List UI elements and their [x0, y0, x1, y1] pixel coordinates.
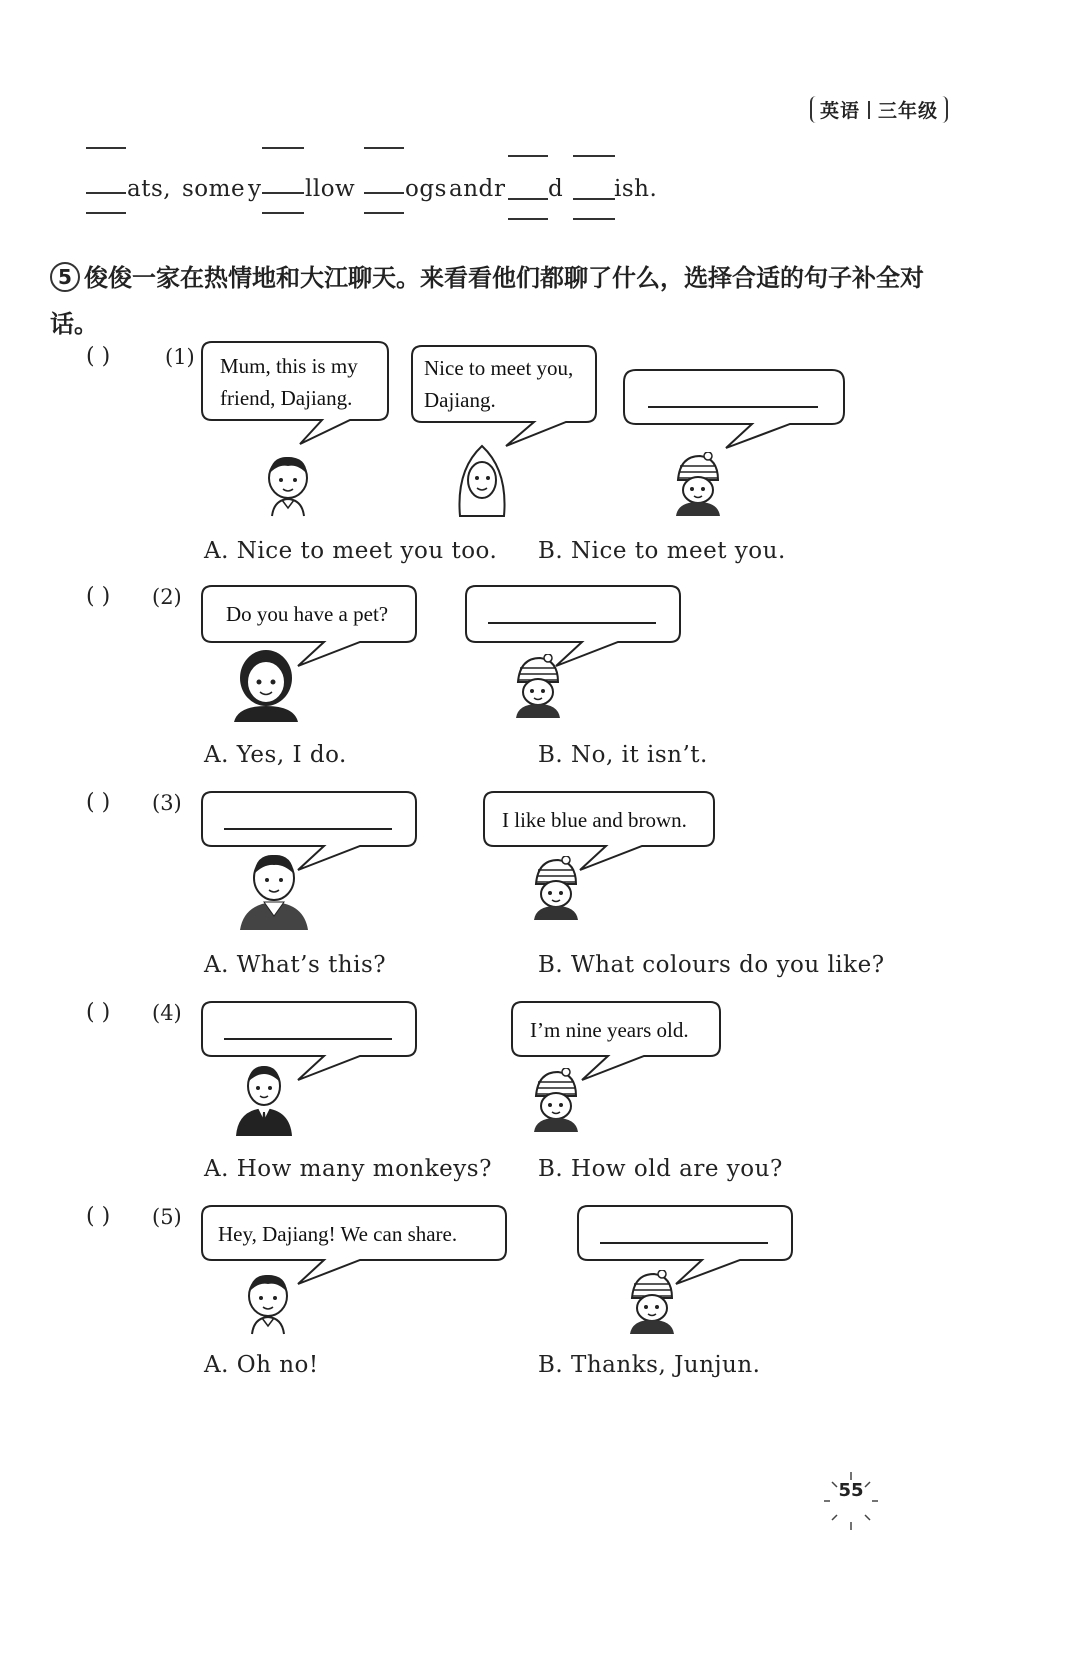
- answer-paren-3[interactable]: ( ): [86, 790, 111, 815]
- answer-blank-2: [488, 622, 656, 624]
- dajiang-character-icon: [510, 654, 566, 720]
- word-ogs: ogs: [405, 176, 447, 202]
- option-4b[interactable]: B. How old are you?: [538, 1156, 783, 1182]
- word-and: and: [449, 176, 494, 202]
- speech-bubble-3a: [200, 790, 424, 880]
- answer-blank-1: [648, 406, 818, 408]
- question-number: 5: [50, 262, 80, 292]
- bubble-1a-text: Mum, this is my friend, Dajiang.: [220, 354, 358, 410]
- grade-label: 三年级: [878, 100, 939, 122]
- answer-blank-5: [600, 1242, 768, 1244]
- option-5b[interactable]: B. Thanks, Junjun.: [538, 1352, 761, 1378]
- word-llow: llow: [305, 176, 356, 202]
- dajiang-character-icon: [528, 856, 584, 922]
- mum-character-icon: [228, 644, 304, 724]
- boy-character-icon: [240, 1270, 296, 1336]
- option-1b[interactable]: B. Nice to meet you.: [538, 538, 786, 564]
- dajiang-character-icon: [670, 452, 726, 518]
- item-number-5: (5): [152, 1205, 182, 1229]
- word-ats: ats,: [127, 176, 172, 202]
- page-number: 55: [838, 1480, 864, 1501]
- answer-paren-1[interactable]: ( ): [86, 344, 111, 369]
- option-3b[interactable]: B. What colours do you like?: [538, 952, 885, 978]
- subject-grade-tag: [810, 96, 948, 123]
- question-instruction: [50, 255, 950, 347]
- instruction-text: 俊俊一家在热情地和大江聊天。来看看他们都聊了什么，选择合适的句子补全对话。: [50, 264, 924, 338]
- word-d: d: [548, 176, 564, 202]
- dajiang-character-icon: [528, 1068, 584, 1134]
- item-number-4: (4): [152, 1001, 182, 1025]
- dajiang-character-icon: [624, 1270, 680, 1336]
- option-3a[interactable]: A. What’s this?: [204, 952, 387, 978]
- speech-bubble-1c: [622, 368, 852, 458]
- answer-blank-4: [224, 1038, 392, 1040]
- item-number-2: (2): [152, 585, 182, 609]
- boy-character-icon: [260, 452, 316, 518]
- answer-paren-5[interactable]: ( ): [86, 1204, 111, 1229]
- word-ish: ish.: [614, 176, 658, 202]
- mum-character-icon: [450, 440, 514, 520]
- option-5a[interactable]: A. Oh no!: [204, 1352, 319, 1378]
- option-1a[interactable]: A. Nice to meet you too.: [204, 538, 498, 564]
- answer-blank-3: [224, 828, 392, 830]
- item-number-3: (3): [152, 791, 182, 815]
- item-number-1: (1): [165, 345, 195, 369]
- word-some: some: [182, 176, 246, 202]
- subject-label: 英语: [820, 100, 861, 122]
- bubble-1b-text: Nice to meet you, Dajiang.: [424, 356, 574, 412]
- option-2a[interactable]: A. Yes, I do.: [204, 742, 347, 768]
- bubble-3b-text: I like blue and brown.: [502, 808, 687, 832]
- bubble-2a-text: Do you have a pet?: [226, 602, 389, 626]
- speech-bubble-2b: [464, 584, 688, 674]
- answer-paren-4[interactable]: ( ): [86, 1000, 111, 1025]
- word-y: y: [248, 176, 262, 202]
- option-4a[interactable]: A. How many monkeys?: [204, 1156, 492, 1182]
- dad-character-icon: [236, 850, 312, 932]
- word-r: r: [494, 176, 506, 202]
- answer-paren-2[interactable]: ( ): [86, 584, 111, 609]
- bubble-5a-text: Hey, Dajiang! We can share.: [218, 1222, 458, 1246]
- grandpa-character-icon: [234, 1062, 294, 1138]
- bubble-4b-text: I’m nine years old.: [530, 1018, 689, 1042]
- option-2b[interactable]: B. No, it isn’t.: [538, 742, 708, 768]
- speech-bubble-5b: [576, 1204, 800, 1294]
